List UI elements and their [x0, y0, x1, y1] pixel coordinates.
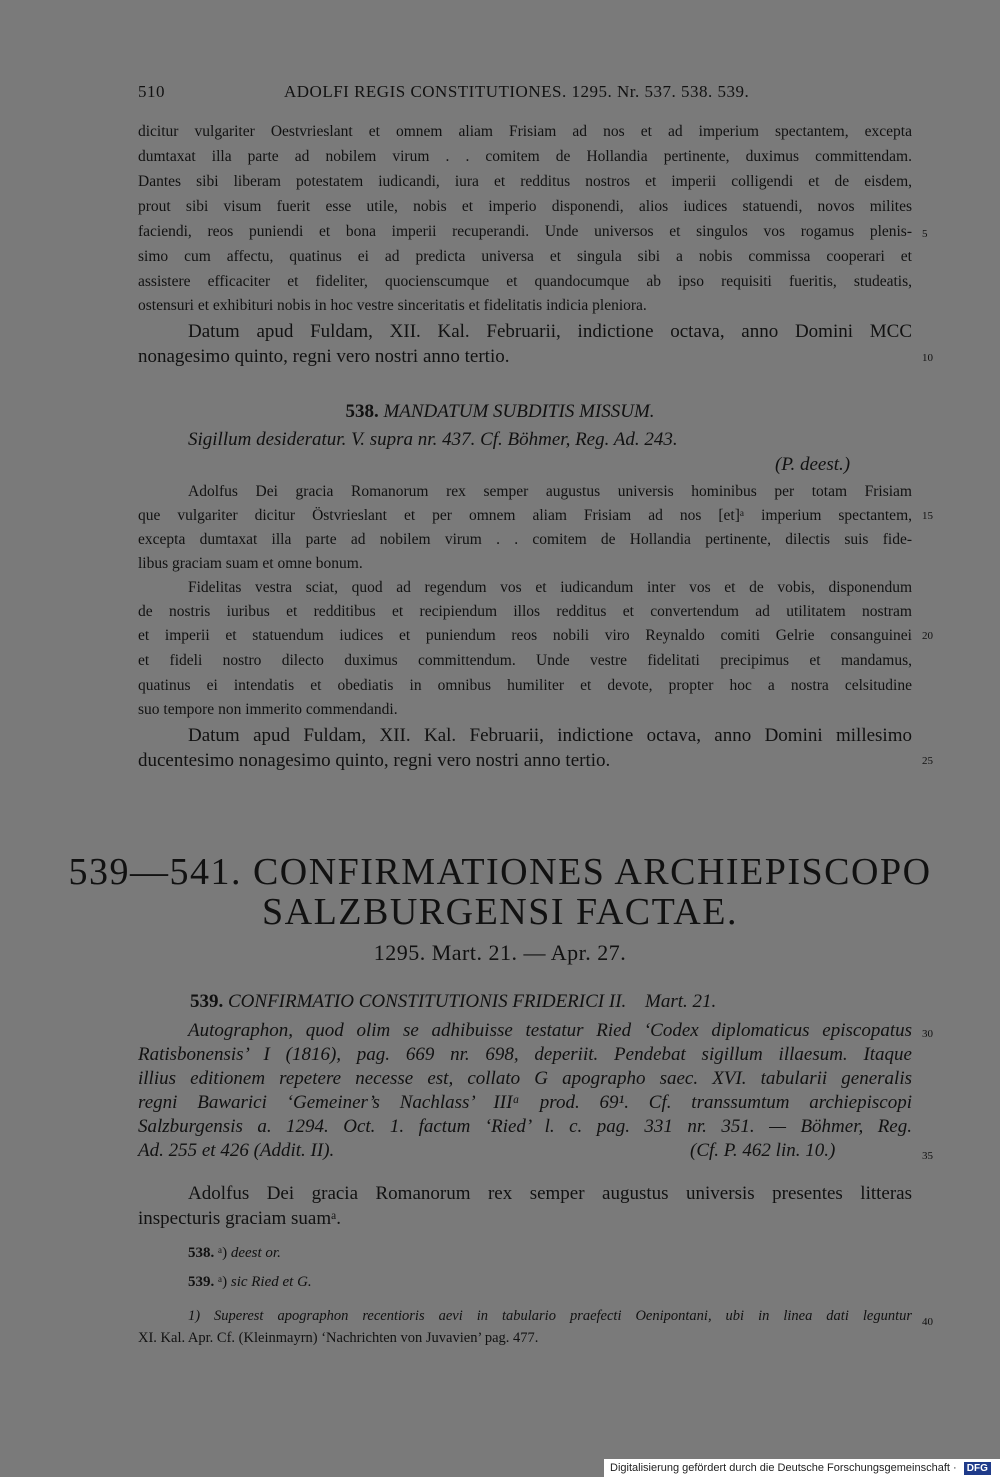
text-line: suo tempore non immerito commendandi.: [138, 701, 398, 718]
note-number: 539.: [188, 1274, 215, 1290]
datum-line: nonagesimo quinto, regni vero nostri anno tertio.: [138, 346, 510, 367]
doc-title: MANDATUM SUBDITIS MISSUM.: [383, 401, 655, 422]
text-line: Adolfus Dei gracia Romanorum rex semper augustus universis presentes litteras: [188, 1183, 912, 1204]
footnote-line: XI. Kal. Apr. Cf. (Kleinmayrn) ‘Nachrichten von Juvavien’ pag. 477.: [138, 1330, 539, 1346]
footer-text: Digitalisierung gefördert durch die Deutsche Forschungsgemeinschaft ·: [610, 1462, 957, 1474]
datum-line: Datum apud Fuldam, XII. Kal. Februarii, indictione octava, anno Domini MCC: [188, 321, 912, 342]
text-line: et imperii et statuendum iudices et puniendum reos nobili viro Reynaldo comiti Gelrie consanguinei: [138, 627, 912, 644]
line-number: 5: [922, 228, 928, 240]
line-number: 25: [922, 755, 933, 767]
text-line: excepta dumtaxat illa parte ad nobilem virum . . comitem de Hollandia pertinente, dilectis suis fide-: [138, 531, 912, 548]
text-line: assistere efficaciter et fideliter, quocienscumque et quandocumque ab ipso requisiti fueritis, studeatis,: [138, 273, 912, 290]
datum-line: Datum apud Fuldam, XII. Kal. Februarii, indictione octava, anno Domini millesimo: [188, 725, 912, 746]
source-line: regni Bawarici ‘Gemeiner’s Nachlass’ IIIᵃ prod. 69¹. Cf. transsumtum archiepiscopi: [138, 1092, 912, 1113]
text-line: dumtaxat illa parte ad nobilem virum . . comitem de Hollandia pertinente, duximus committendam.: [138, 148, 912, 165]
section-dates: 1295. Mart. 21. — Apr. 27.: [373, 940, 627, 965]
text-line: que vulgariter dicitur Östvrieslant et per omnem aliam Frisiam ad nos [et]ᵃ imperium spectantem,: [138, 507, 912, 524]
text-line: de nostris iuribus et redditibus et recipiendum illos redditus et convertendum ad utilitatem nostram: [138, 603, 912, 620]
text-line: inspecturis graciam suamᵃ.: [138, 1208, 342, 1229]
doc-538-heading: [0, 400, 1000, 424]
doc-number: 538.: [345, 401, 379, 422]
note-mark: ᵃ): [218, 1274, 228, 1290]
text-line: dicitur vulgariter Oestvrieslant et omnem aliam Frisiam ad nos et ad imperium spectantem, excepta: [138, 123, 912, 140]
line-number: 20: [922, 630, 933, 642]
section-heading-line-1: 539—541. CONFIRMATIONES ARCHIEPISCOPO: [68, 851, 932, 893]
doc-539-source-ref: (Cf. P. 462 lin. 10.): [690, 1140, 836, 1161]
doc-539-heading: [190, 990, 716, 1014]
note-539: [188, 1274, 312, 1291]
note-mark: ᵃ): [218, 1245, 228, 1261]
running-title: ADOLFI REGIS CONSTITUTIONES. 1295. Nr. 537. 538. 539.: [284, 82, 750, 101]
dfg-logo: DFG: [964, 1462, 991, 1475]
doc-538-source-ref: (P. deest.): [775, 454, 851, 475]
note-number: 538.: [188, 1245, 215, 1261]
text-line: faciendi, reos puniendi et bona imperii recuperandi. Unde universos et singulos vos rogamus plenis-: [138, 223, 912, 240]
line-number: 15: [922, 510, 933, 522]
doc-number: 539.: [190, 991, 224, 1012]
note-538: [188, 1245, 281, 1262]
doc-title: CONFIRMATIO CONSTITUTIONIS FRIDERICI II.: [228, 991, 627, 1012]
text-line: prout sibi visum fuerit esse utile, nobis et imperio disponendi, alios iudices statuendi, novos milites: [138, 198, 912, 215]
text-line: simo cum affectu, quatinus ei ad predicta universa et singula sibi a nobis commissa cooperari et: [138, 248, 912, 265]
text-line: ostensuri et exhibituri nobis in hoc vestre sinceritatis et fidelitatis indicia pleniora.: [138, 297, 647, 314]
note-text: sic Ried et G.: [230, 1274, 312, 1290]
source-line: Ratisbonensis’ I (1816), pag. 669 nr. 698, deperiit. Pendebat sigillum illaesum. Itaque: [138, 1044, 912, 1065]
source-line: illius editionem repetere necesse est, collato G apographo saec. XVI. tabularii generalis: [138, 1068, 912, 1089]
text-line: libus graciam suam et omne bonum.: [138, 555, 363, 572]
line-number: 30: [922, 1028, 933, 1040]
source-line: Autographon, quod olim se adhibuisse testatur Ried ‘Codex diplomaticus episcopatus: [188, 1020, 912, 1041]
datum-line: ducentesimo nonagesimo quinto, regni vero nostri anno tertio.: [138, 750, 611, 771]
digitization-footer: [604, 1459, 1000, 1477]
source-line: Ad. 255 et 426 (Addit. II).: [138, 1140, 335, 1161]
source-line: Salzburgensis a. 1294. Oct. 1. factum ‘Ried’ l. c. pag. 331 nr. 351. — Böhmer, Reg.: [138, 1116, 912, 1137]
doc-date: Mart. 21.: [645, 991, 717, 1012]
text-line: Dantes sibi liberam potestatem iudicandi, iura et redditus nostros et imperii colligendi et de eisdem,: [138, 173, 912, 190]
doc-538-source: Sigillum desideratur. V. supra nr. 437. Cf. Böhmer, Reg. Ad. 243.: [188, 429, 678, 450]
text-line: Fidelitas vestra sciat, quod ad regendum vos et iudicandum inter vos et de vobis, disponendum: [188, 579, 912, 596]
line-number: 40: [922, 1316, 933, 1328]
text-line: et fideli nostro dilecto duximus committendum. Unde vestre fidelitati precipimus et mandamus,: [138, 652, 912, 669]
line-number: 10: [922, 352, 933, 364]
page-number: 510: [138, 82, 165, 101]
footnote-line: 1) Superest apographon recentioris aevi in tabulario praefecti Oenipontani, ubi in linea dati leguntur: [188, 1308, 912, 1324]
line-number: 35: [922, 1150, 933, 1162]
section-heading-line-2: SALZBURGENSI FACTAE.: [262, 891, 738, 933]
text-line: Adolfus Dei gracia Romanorum rex semper augustus universis hominibus per totam Frisiam: [188, 483, 912, 500]
text-line: quatinus ei intendatis et obediatis in omnibus humiliter et devote, propter hoc a nostra celsitudine: [138, 677, 912, 694]
note-text: deest or.: [230, 1245, 281, 1261]
